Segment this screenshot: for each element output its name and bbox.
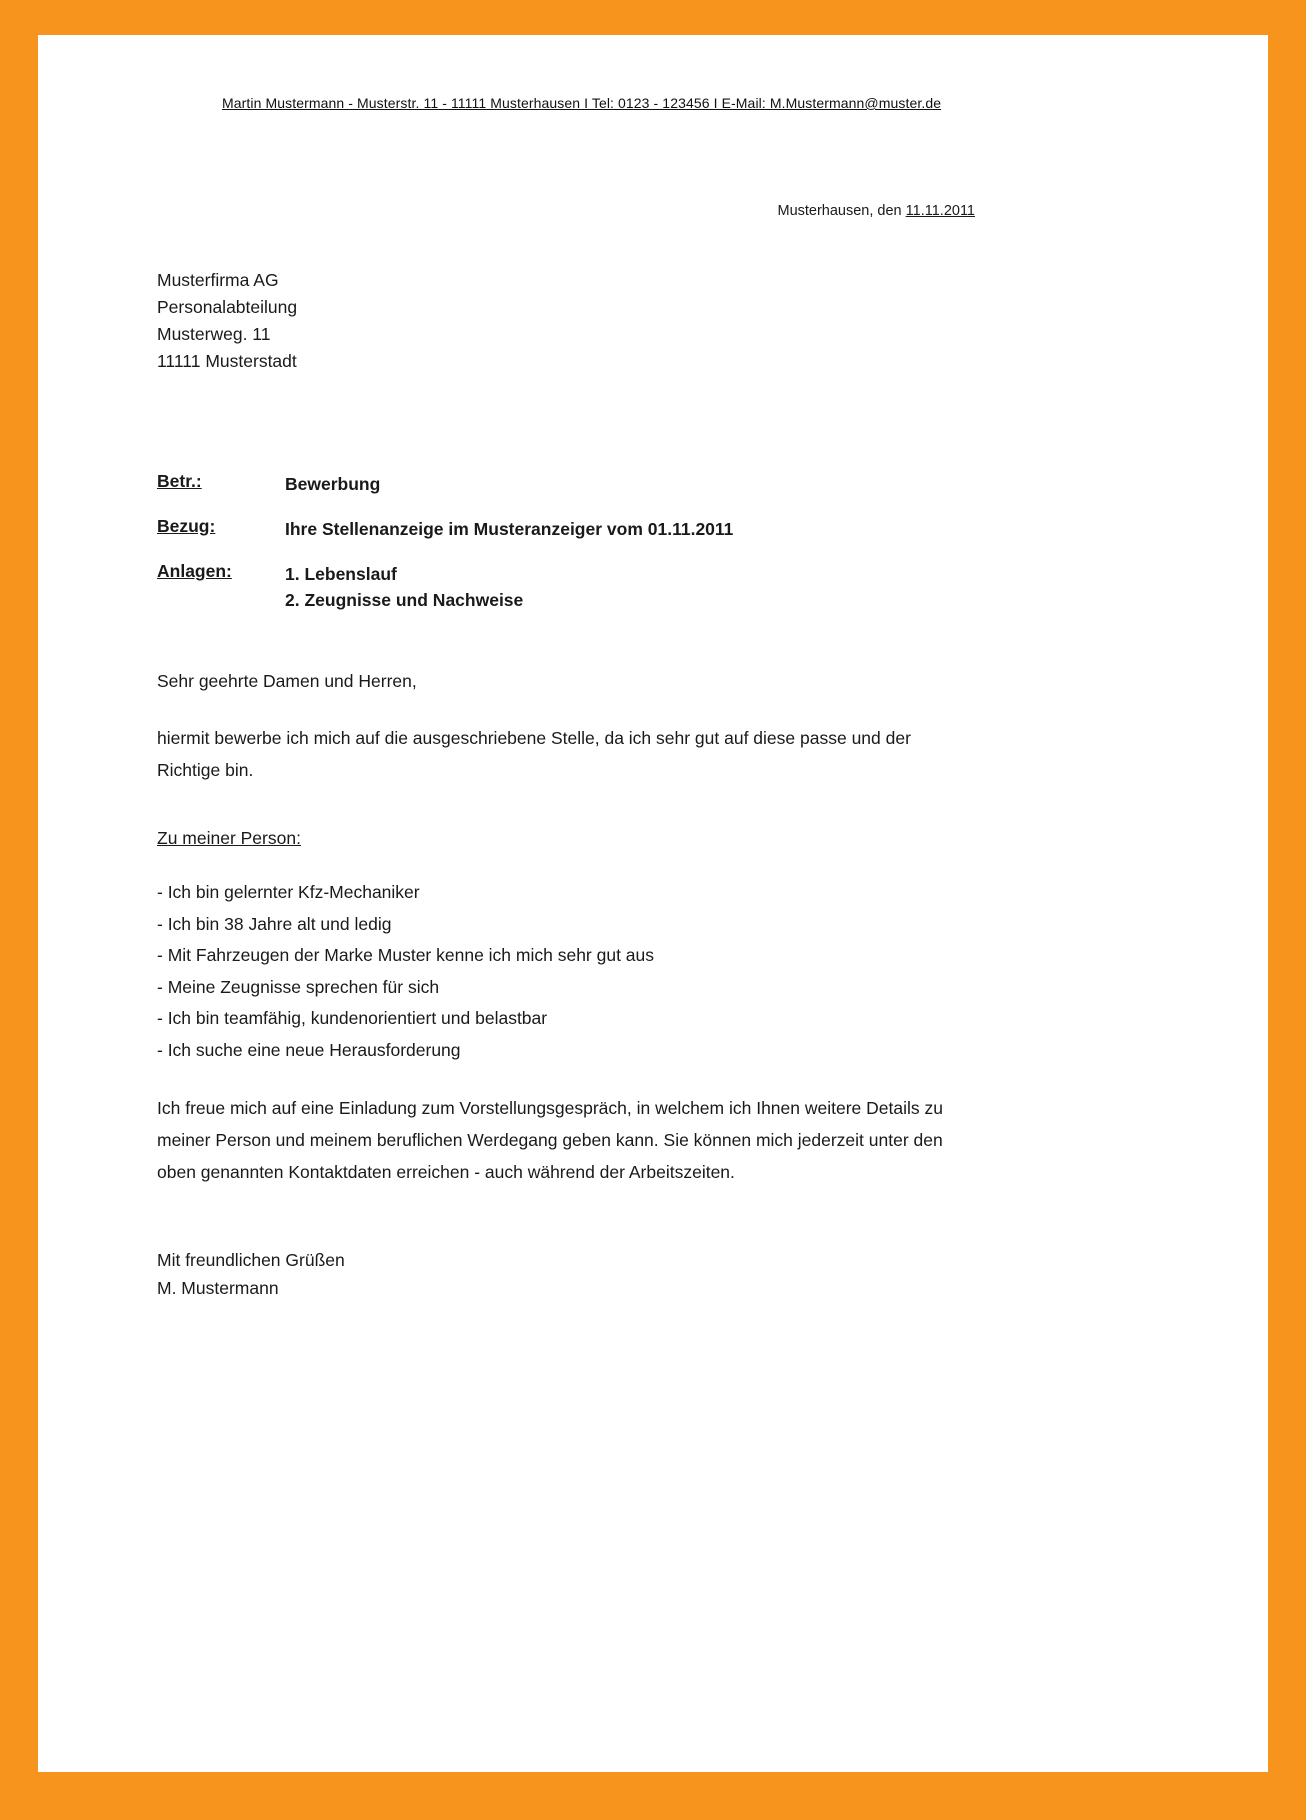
recipient-company: Musterfirma AG (157, 270, 279, 290)
salutation: Sehr geehrte Damen und Herren, (157, 671, 417, 691)
intro-paragraph: hiermit bewerbe ich mich auf die ausgeschriebene Stelle, da ich sehr gut auf diese passe und der Richtige bin. (157, 728, 911, 780)
recipient-department: Personalabteilung (157, 297, 298, 317)
date-value: 11.11.2011 (905, 203, 975, 219)
subject-value-bezug: Ihre Stellenanzeige im Musteranzeiger vom 01.11.2011 (285, 519, 734, 539)
person-bullet-list (157, 883, 975, 1059)
subject-label-bezug: Bezug: (157, 516, 216, 536)
subject-row-bezug (157, 516, 975, 542)
subject-row-betr (157, 471, 975, 497)
recipient-street: Musterweg. 11 (157, 324, 271, 344)
bullet-item-6: - Ich suche eine neue Herausforderung (157, 1039, 461, 1060)
subject-value-betr: Bewerbung (285, 474, 381, 494)
bullet-item-4: - Meine Zeugnisse sprechen für sich (157, 976, 440, 997)
subject-block (157, 471, 975, 613)
subject-label-betr: Betr.: (157, 471, 202, 491)
signature-name: M. Mustermann (157, 1277, 279, 1298)
closing-paragraph: Ich freue mich auf eine Einladung zum Vorstellungsgespräch, in welchem ich Ihnen weitere Details zu meiner Person und meinem beruflichen Werdegang geben kann. Sie können mich jederzeit unter den oben genannten Kontaktdaten erreichen - auch während der Arbeitszeiten. (157, 1097, 943, 1182)
bullet-item-2: - Ich bin 38 Jahre alt und ledig (157, 913, 392, 934)
subject-label-anlagen: Anlagen: (157, 561, 232, 581)
date-line (157, 203, 975, 219)
date-place-prefix: Musterhausen, den (777, 203, 906, 219)
subject-value-anlagen-2: 2. Zeugnisse und Nachweise (285, 590, 524, 610)
letter-page (38, 35, 1268, 1772)
bullet-item-5: - Ich bin teamfähig, kundenorientiert und belastbar (157, 1008, 548, 1028)
recipient-address-block (157, 267, 975, 375)
regards-line: Mit freundlichen Grüßen (157, 1249, 345, 1270)
recipient-city: 11111 Musterstadt (157, 351, 297, 371)
subject-value-anlagen-1: 1. Lebenslauf (285, 564, 397, 584)
bullet-item-3: - Mit Fahrzeugen der Marke Muster kenne ich mich sehr gut aus (157, 945, 655, 965)
letter-content (38, 203, 1268, 1302)
person-section-heading: Zu meiner Person: (157, 828, 301, 848)
sender-contact-header: Martin Mustermann - Musterstr. 11 - 11111 Musterhausen I Tel: 0123 - 123456 I E-Mail: M.Mustermann@muster.de (222, 95, 942, 111)
signoff-block (157, 1246, 975, 1302)
bullet-item-1: - Ich bin gelernter Kfz-Mechaniker (157, 882, 420, 902)
subject-row-anlagen (157, 561, 975, 613)
